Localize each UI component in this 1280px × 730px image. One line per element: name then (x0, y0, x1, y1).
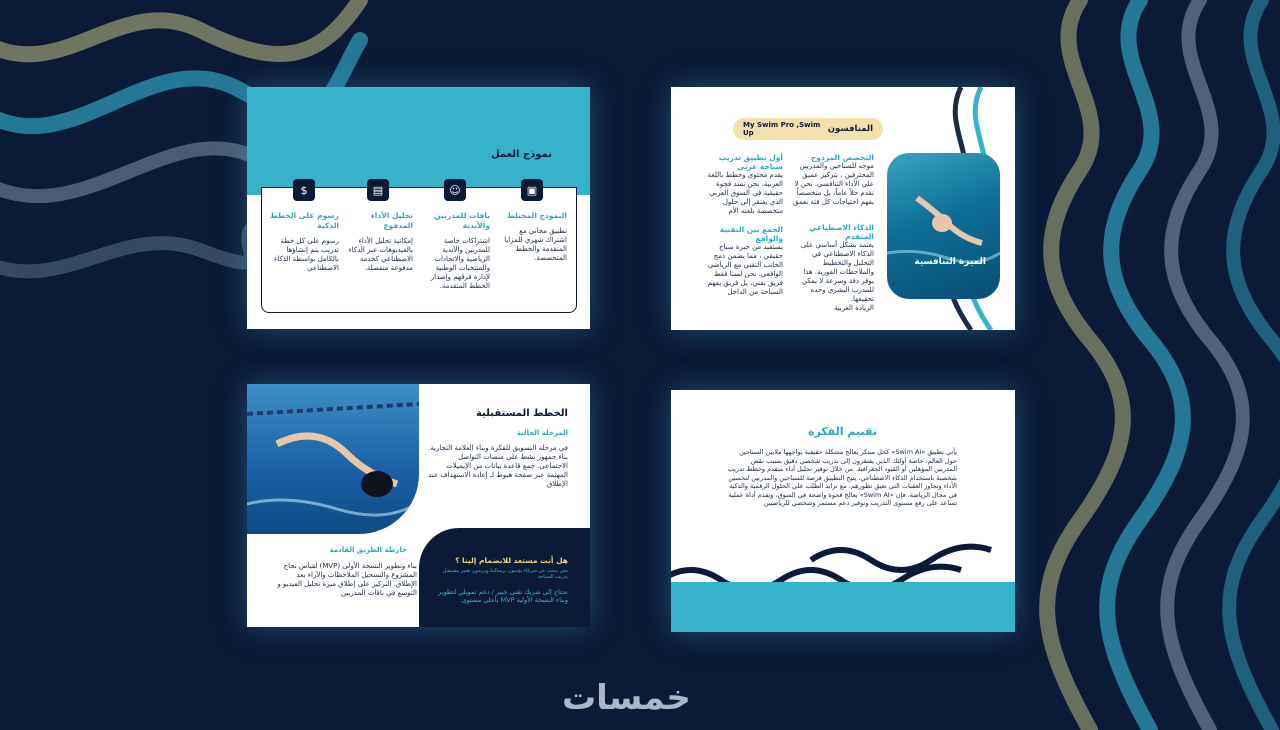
current-phase-label: المرحلة الحالية (516, 429, 568, 437)
advantage-text: يقدم محتوى وخطط باللغة العربية، نحن نسد فجوة حقيقية في السوق العربي الذي يفتقر إلى حلول متخصصة بلغته الأم (707, 171, 783, 215)
model-column (420, 179, 490, 291)
slide-title: تقييم الفكرة (807, 425, 877, 438)
cta-text: نحتاج إلى شريك تقني خبير / دعم تمويلي لتطوير وبناء النسخة الأولية MVP بأعلى مستوى. (438, 588, 568, 604)
swimmer-illustration (887, 153, 1000, 299)
advantage-title: الذكاء الاصطناعي المتقدم (809, 223, 874, 241)
advantage-block (792, 153, 874, 207)
coaches-group-icon: ☺ (444, 179, 466, 201)
advantage-block (701, 225, 783, 297)
advantage-block (792, 223, 874, 313)
slide-title: نموذج العمل (490, 149, 552, 160)
slide-title: الخطط المستقبلية (476, 408, 568, 419)
column-title: رسوم على الخطط الذكية (269, 211, 339, 230)
cta-question: هل أنت مستعد للانضمام إلينا ؟ (455, 556, 568, 565)
brand-logo: خمسات (562, 678, 691, 718)
slide-text: يأتي تطبيق «Swim AI» كحل مبتكر يعالج مشكلة حقيقية يواجهها ملايين السباحين حول العالم، خاصة أولئك الذين يفتقرون إلى تدريب شخصي دقيق بسبب نقص المدربين المؤهلين أو القيود الجغرافية. من خلال توفير تحليل أداء متقدم وخطط تدريب شخصية باستخدام الذكاء الاصطناعي، يتيح التطبيق فرصة للسباحين والمدربين لتحسين الأداء وتجاوز العقبات التي تعيق تطورهم. مع تزايد الطلب على الحلول الرقمية والذكية في مجال الرياضة، فإن «Swim AI» يعالج فجوة واضحة في السوق، ويقدم أداة عملية تساعد على رفع مستوى التدريب وتوفير دعم مستمر وشخصي للرياضيين (727, 448, 957, 507)
competitors-names: My Swim Pro ,Swim Up (743, 121, 821, 137)
column-title: النموذج المختلط (506, 211, 567, 220)
slide-future-plans (247, 384, 590, 627)
competitors-label: المنافسون (827, 124, 873, 134)
advantage-text: يعتمد بشكل أساسي على الذكاء الاصطناعي في التحليل والتخطيط والملاحظات الفورية. هذا يوفر دقة وسرعة لا يمكن للمدرب البشري وحده تحقيقها. (800, 241, 874, 303)
footer-note: الريادة العربية (833, 304, 874, 312)
swimmer-photo (887, 153, 1000, 299)
slide-idea-evaluation (671, 390, 1015, 632)
column-text: تطبيق مجاني مع اشتراك شهري للمزايا المتقدمة والخطط المتخصصة. (504, 227, 567, 262)
model-column (497, 179, 567, 263)
photo-caption: الميزة التنافسية (914, 257, 986, 267)
advantage-text: موجه للسباحين والمدربين المحترفين ، بتركيز عميق على الأداء التنافسي. نحن لا نقدم حلاً عاماً، بل متخصصاً يفهم احتياجات كل فئة بعمق (792, 162, 874, 206)
model-column (343, 179, 413, 273)
slide-bottom-band (671, 582, 1015, 632)
column-text: رسوم على كل خطة تدريب يتم إنشاؤها بالكامل بواسطة الذكاء الاصطناعي (273, 237, 339, 272)
column-title: باقات للمدربين والأندية (434, 211, 490, 230)
mobile-app-icon: ▣ (521, 179, 543, 201)
swimmer-illustration (247, 384, 419, 534)
current-phase-text: في مرحلة التسويق للفكرة وبناء العلامة التجارية. بناء جمهور نشط على منصات التواصل الاجتماعي. جمع قاعدة بيانات من الإيميلات المهتمة عبر صفحة هبوط لـ إعادة الاستهداف عند الإطلاق (428, 444, 568, 488)
roadmap-title: خارطة الطريق القادمة (329, 546, 407, 554)
advantage-title: أول تطبيق تدريب سباحة عربي (718, 153, 783, 171)
slide-business-model (247, 87, 590, 329)
swimmer-photo (247, 384, 419, 534)
advantage-text: يستفيد من خبرة سباح حقيقي ، مما يضمن دمج الجانب التقني مع الرياضي الواقعي. نحن لسنا فقط فريق تقني، بل فريق يفهم السباحة من الداخل (707, 243, 783, 296)
cta-subtext: نحن نبحث عن شركاء يؤمنون برسالتنا ويريدون تغيير مستقبل تدريب السباحة (442, 568, 568, 580)
competitors-pill (733, 118, 883, 140)
roadmap-text: بناء وتطوير النسخة الأولى (MVP) لقياس نجاح المشروع والتسجيل الملاحظات والآراء بعد الإطلاق. التركيز على إطلاق ميزة تحليل الفيديو و التوسع في باقات المدربين (277, 562, 417, 597)
column-text: اشتراكات خاصة للمدربين والأندية الرياضية والاتحادات والمنتخبات الوطنية لإدارة فرقهم وإصدار الخطط المتقدمة. (430, 237, 490, 290)
analytics-report-icon: ▤ (367, 179, 389, 201)
pricing-plan-icon: $ (293, 179, 315, 201)
column-title: تحليل الأداء المدفوع (370, 211, 413, 230)
advantage-title: التخصص المزدوج (810, 153, 874, 162)
cta-box (419, 528, 590, 627)
slide-competitors (671, 87, 1015, 330)
column-text: إمكانية تحليل الأداء بالفيديوهات عبر الذكاء الاصطناعي كخدمة مدفوعة منفصلة. (348, 237, 413, 272)
advantage-title: الجمع بين التقنية والواقع (719, 225, 783, 243)
advantage-block (701, 153, 783, 216)
model-column (269, 179, 339, 273)
